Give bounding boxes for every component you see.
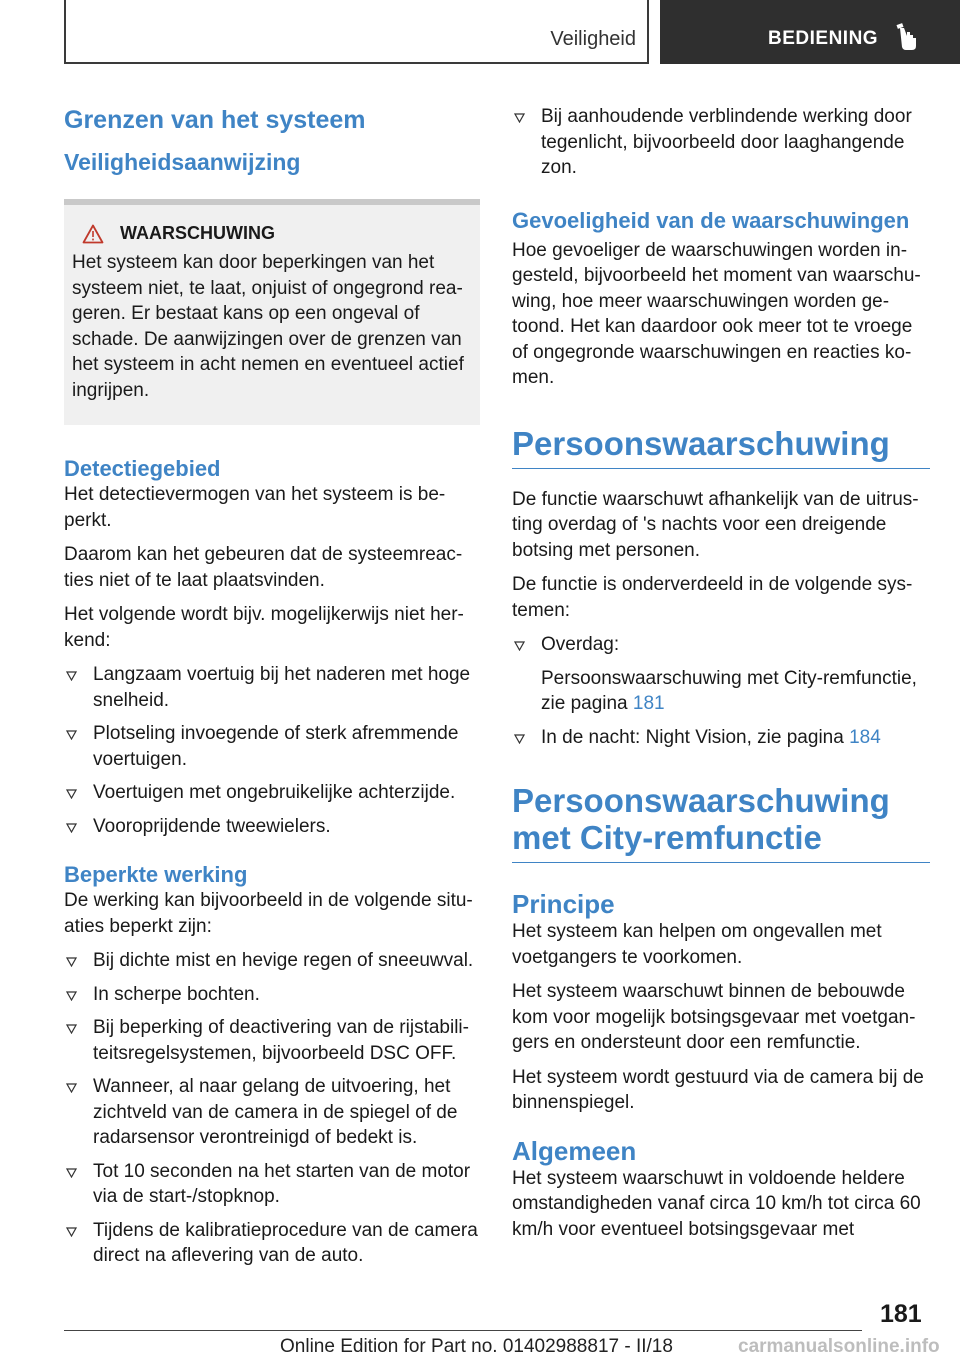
triangle-bullet-icon [66, 789, 77, 799]
triangle-bullet-icon [66, 991, 77, 1001]
warning-triangle-icon [82, 224, 104, 244]
page-link-184[interactable]: 184 [849, 726, 881, 748]
pointing-hand-icon [894, 22, 924, 52]
triangle-bullet-icon [66, 957, 77, 967]
warning-text: Het systeem kan door beperkingen van het systeem niet, te laat, onjuist of ongegrond reageren. Er bestaat kans op een ongeval of schade. De aanwijzingen over de grenzen van het systeem in acht nemen en eventueel actief ingrijpen. [72, 252, 464, 401]
person-systems-list [512, 632, 930, 750]
detection-paragraph-2: Daarom kan het gebeuren dat de systeemreacties niet of te laat plaatsvinden. [64, 544, 463, 591]
limited-list [64, 948, 480, 1269]
list-item: In scherpe bochten. [64, 982, 480, 1008]
footer-rule [64, 1330, 862, 1331]
city-brake-heading-line-1: Persoonswaarschuwing [512, 782, 890, 819]
header-section-title: Veiligheid [550, 28, 636, 50]
night-text: In de nacht: Night Vision, zie pagina [541, 726, 850, 748]
triangle-bullet-icon [66, 1168, 77, 1178]
general-heading: Algemeen [512, 1135, 637, 1166]
warning-box [64, 199, 480, 425]
list-item [512, 632, 930, 717]
watermark: carmanualsonline.info [738, 1336, 940, 1357]
list-item: Bij aanhoudende verblindende werking door tegenlicht, bijvoorbeeld door laaghangende zon. [512, 104, 930, 181]
header-frame-right [647, 0, 649, 64]
daytime-label: Overdag: [541, 634, 620, 655]
sensitivity-heading: Gevoeligheid van de waarschuwingen [512, 207, 910, 233]
triangle-bullet-icon [66, 823, 77, 833]
right-column [512, 104, 930, 1242]
city-brake-heading [512, 782, 930, 863]
list-item: Plotseling invoegende of sterk afremmende voertuigen. [64, 721, 480, 772]
principle-paragraph-2: Het systeem waarschuwt binnen de bebouwde kom voor mogelijk botsingsgevaar met voetgangers en ondersteunt door een remfunctie. [512, 981, 916, 1053]
person-paragraph-2: De functie is onderverdeeld in de volgende systemen: [512, 574, 913, 621]
list-item [512, 725, 930, 751]
page-number: 181 [880, 1300, 922, 1328]
person-paragraph-1: De functie waarschuwt afhankelijk van de uitrusting overdag of 's nachts voor een dreigende botsing met personen. [512, 488, 919, 561]
header-chapter-tab [660, 0, 960, 64]
page-link-181[interactable]: 181 [632, 693, 665, 714]
list-item: Vooroprijdende tweewielers. [64, 814, 480, 840]
header-frame-bottom [64, 62, 649, 64]
page-title: Grenzen van het systeem [64, 106, 366, 134]
header-chapter-label: BEDIENING [768, 28, 879, 49]
triangle-bullet-icon [66, 1227, 77, 1237]
general-paragraph: Het systeem waarschuwt in voldoende heldere omstandigheden vanaf circa 10 km/h tot circa 60 km/h voor eventueel botsingsgevaar met [512, 1167, 921, 1240]
triangle-bullet-icon [514, 734, 525, 744]
principle-paragraph-3: Het systeem wordt gestuurd via de camera bij de binnenspiegel. [512, 1066, 924, 1113]
triangle-bullet-icon [66, 671, 77, 681]
detection-paragraph-1: Het detectievermogen van het systeem is beperkt. [64, 484, 446, 531]
list-item: Bij dichte mist en hevige regen of sneeuwval. [64, 948, 480, 974]
sensitivity-paragraph: Hoe gevoeliger de waarschuwingen worden ingesteld, bijvoorbeeld het moment van waarschuwing, hoe meer waarschuwingen worden getoond. Het kan daardoor ook meer tot te vroege of ongegronde waarschuwingen en reacties komen. [512, 239, 921, 388]
principle-paragraph-1: Het systeem kan helpen om ongevallen met voetgangers te voorkomen. [512, 921, 882, 968]
list-item: Tot 10 seconden na het starten van de motor via de start-/stopknop. [64, 1159, 480, 1210]
left-column [64, 100, 480, 1277]
daytime-text: Persoonswaarschuwing met City-remfunctie, zie pagina [541, 667, 917, 714]
triangle-bullet-icon [514, 113, 525, 123]
list-item: Wanneer, al naar gelang de uitvoering, het zichtveld van de camera in de spiegel of de radarsensor verontreinigd of bedekt is. [64, 1074, 480, 1151]
header-frame-left [64, 0, 66, 64]
continued-list [512, 104, 930, 181]
limited-paragraph: De werking kan bijvoorbeeld in de volgende situaties beperkt zijn: [64, 890, 473, 937]
city-brake-heading-line-2: met City-remfunctie [512, 819, 822, 856]
list-item: Bij beperking of deactivering van de rijstabiliteitsregelsystemen, bijvoorbeeld DSC OFF. [64, 1015, 480, 1066]
safety-subtitle: Veiligheidsaanwijzing [64, 149, 301, 175]
person-warning-heading: Persoonswaarschuwing [512, 425, 930, 469]
list-item: Tijdens de kalibratieprocedure van de camera direct na aflevering van de auto. [64, 1218, 480, 1269]
principle-heading: Principe [512, 889, 615, 919]
triangle-bullet-icon [66, 1024, 77, 1034]
footer-edition: Online Edition for Part no. 01402988817 - II/18 [280, 1336, 673, 1357]
detection-list [64, 662, 480, 839]
list-item: Voertuigen met ongebruikelijke achterzijde. [64, 780, 480, 806]
list-item: Langzaam voertuig bij het naderen met hoge snelheid. [64, 662, 480, 713]
triangle-bullet-icon [66, 1083, 77, 1093]
detection-heading: Detectiegebied [64, 456, 221, 481]
triangle-bullet-icon [514, 641, 525, 651]
warning-header [82, 223, 470, 244]
detection-paragraph-3: Het volgende wordt bijv. mogelijkerwijs niet herkend: [64, 604, 464, 651]
triangle-bullet-icon [66, 730, 77, 740]
warning-label: WAARSCHUWING [120, 223, 275, 243]
limited-heading: Beperkte werking [64, 862, 248, 887]
